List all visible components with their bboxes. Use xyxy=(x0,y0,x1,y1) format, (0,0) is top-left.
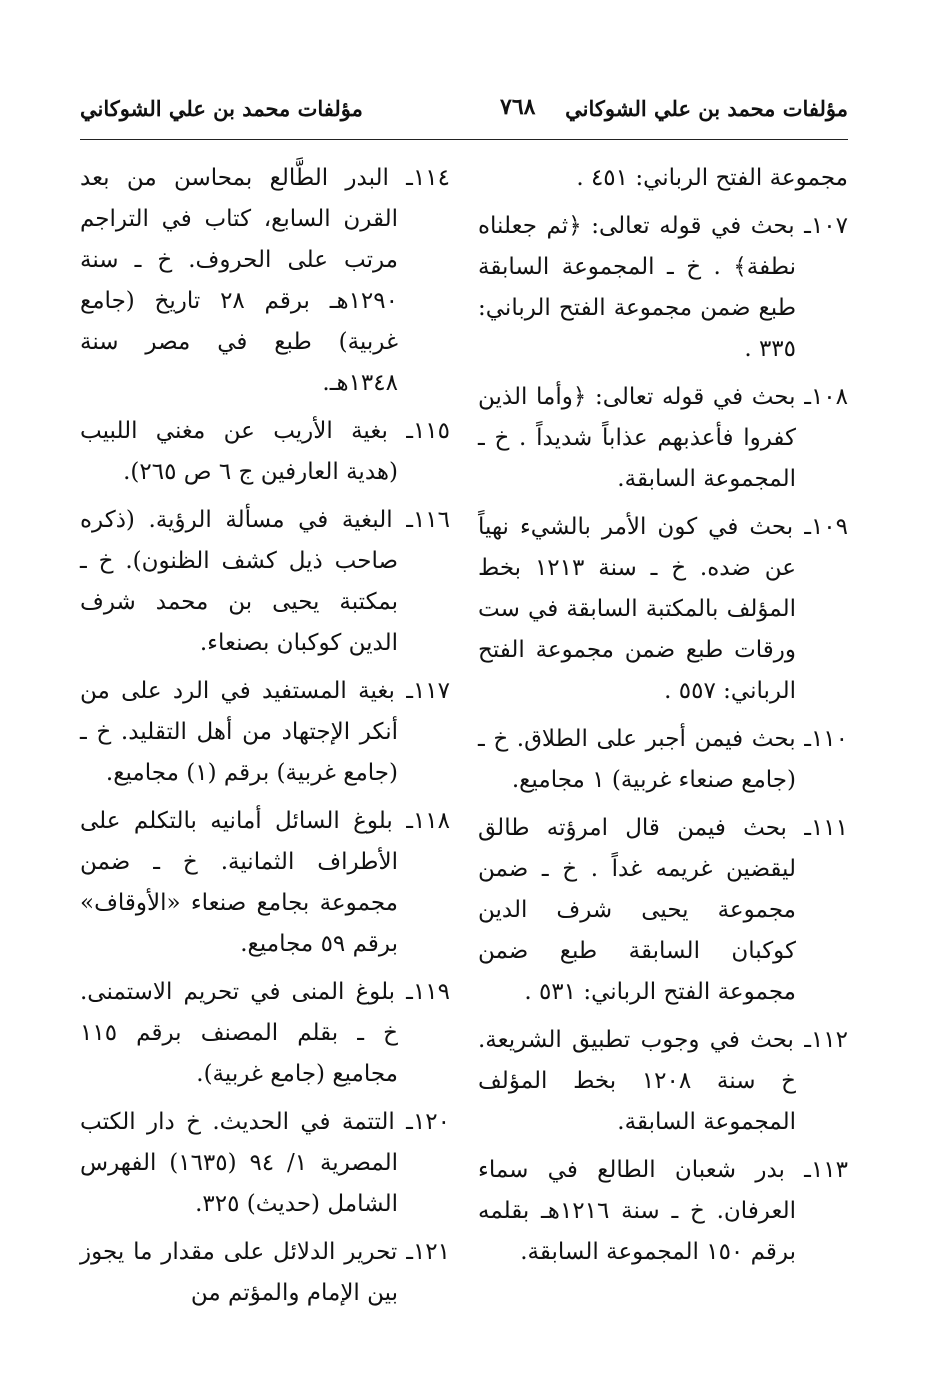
entry-120: ١٢٠ـ التتمة في الحديث. خ دار الكتب المصرية ١/ ٩٤ (١٦٣٥) الفهرس الشامل (حديث) ٣٢٥. xyxy=(80,1109,450,1217)
header-title-left: مؤلفات محمد بن علي الشوكاني xyxy=(80,96,363,121)
right-column xyxy=(478,158,848,1280)
running-header xyxy=(80,88,848,136)
header-divider xyxy=(80,139,848,140)
entry-113: ١١٣ـ بدر شعبان الطالع في سماء العرفان. خ ـ سنة ١٢١٦هـ بقلمه برقم ١٥٠ المجموعة السابقة. xyxy=(478,1157,848,1265)
entry-116: ١١٦ـ البغية في مسألة الرؤية. (ذكره صاحب ذيل كشف الظنون). خ ـ بمكتبة يحيى بن محمد شرف الدين كوكبان بصنعاء. xyxy=(80,507,450,656)
entry-109: ١٠٩ـ بحث في كون الأمر بالشيء نهياً عن ضده. خ ـ سنة ١٢١٣ بخط المؤلف بالمكتبة السابقة في ست ورقات طبع ضمن مجموعة الفتح الرباني: ٥٥٧ . xyxy=(478,514,848,704)
left-column xyxy=(80,158,450,1321)
header-title-right: مؤلفات محمد بن علي الشوكاني xyxy=(565,96,848,121)
entry-110: ١١٠ـ بحث فيمن أجبر على الطلاق. خ ـ (جامع صنعاء غربية) ١ مجاميع. xyxy=(478,726,848,793)
entry-118: ١١٨ـ بلوغ السائل أمانيه بالتكلم على الأطراف الثمانية. خ ـ ضمن مجموعة بجامع صنعاء «الأوقاف» برقم ٥٩ مجاميع. xyxy=(80,808,450,957)
entry-121: ١٢١ـ تحرير الدلائل على مقدار ما يجوز بين الإمام والمؤتم من xyxy=(80,1239,450,1306)
entry-107: ١٠٧ـ بحث في قوله تعالى: ﴿ثم جعلناه نطفة﴾ . خ ـ المجموعة السابقة طبع ضمن مجموعة الفتح الرباني: ٣٣٥ . xyxy=(478,213,848,362)
continuation-text: مجموعة الفتح الرباني: ٤٥١ . xyxy=(576,165,848,191)
entry-112: ١١٢ـ بحث في وجوب تطبيق الشريعة. خ سنة ١٢٠٨ بخط المؤلف المجموعة السابقة. xyxy=(478,1027,848,1135)
entry-108: ١٠٨ـ بحث في قوله تعالى: ﴿وأما الذين كفروا فأعذبهم عذاباً شديداً . خ ـ المجموعة السابقة. xyxy=(478,384,848,492)
entry-117: ١١٧ـ بغية المستفيد في الرد على من أنكر الإجتهاد من أهل التقليد. خ ـ (جامع غربية) برقم (١) مجاميع. xyxy=(80,678,450,786)
entry-114: ١١٤ـ البدر الطَّالع بمحاسن من بعد القرن السابع، كتاب في التراجم مرتب على الحروف. خ ـ سنة ١٢٩٠هـ برقم ٢٨ تاريخ (جامع غربية) طبع في مصر سنة ١٣٤٨هـ. xyxy=(80,165,450,396)
entry-119: ١١٩ـ بلوغ المنى في تحريم الاستمنى. خ ـ بقلم المصنف برقم ١١٥ مجاميع (جامع غربية). xyxy=(80,979,450,1087)
entry-111: ١١١ـ بحث فيمن قال امرؤته طالق ليقضين غريمه غداً . خ ـ ضمن مجموعة يحيى شرف الدين كوكبان السابقة طبع ضمن مجموعة الفتح الرباني: ٥٣١ . xyxy=(478,815,848,1005)
page-number: ٧٦٨ xyxy=(500,94,536,120)
entry-115: ١١٥ـ بغية الأريب عن مغني اللبيب (هدية العارفين ج ٦ ص ٢٦٥). xyxy=(80,418,450,485)
